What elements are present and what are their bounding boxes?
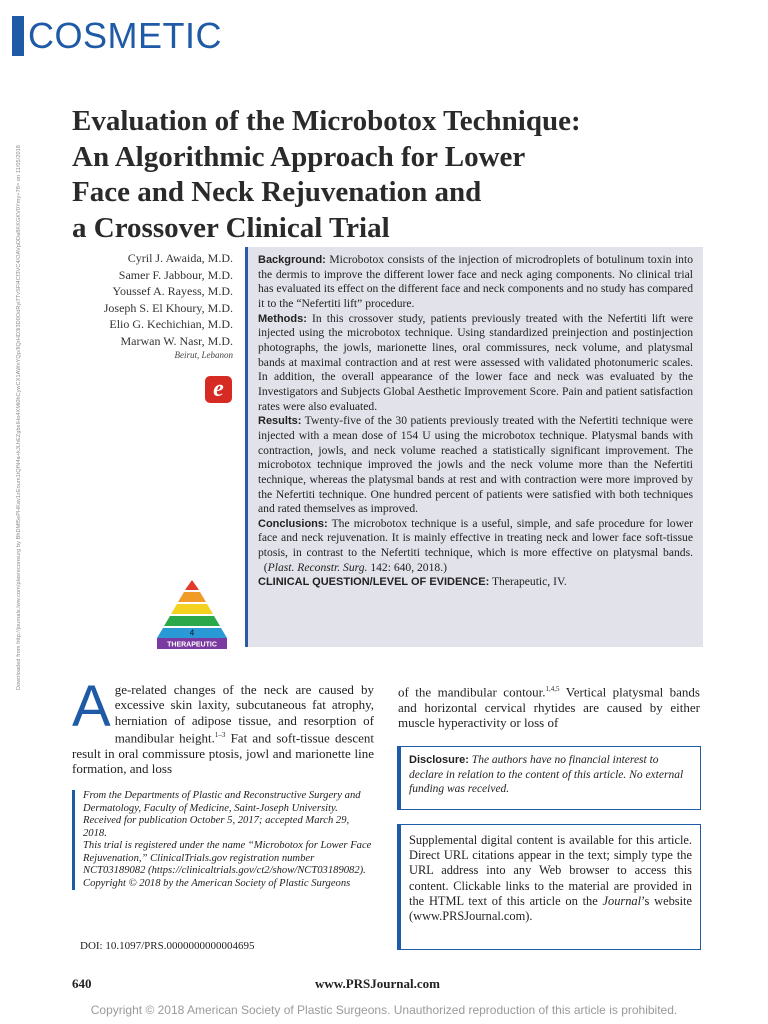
journal-url[interactable]: www.PRSJournal.com <box>315 976 440 991</box>
footnote-trial-registration: This trial is registered under the name “Microbotox for Lower Face Rejuvenation,” ClinicalTrials.gov registration number NCT03189082 (https://clinicaltrials.gov/ct2/show/NCT03189082). <box>83 840 372 876</box>
supplement-text-end: ’s website (www.PRSJournal.com). <box>409 893 692 924</box>
results-text: Twenty-five of the 30 patients previously treated with the Nefertiti technique were injected with a mean dose of 154 U using the microbotox technique. Platysmal bands with contraction, jowls, and neck volume reached a statistically significant improvement. The microbotox technique improved the jowls and the neck volume more than the Nefertiti technique, whereas the platysmal bands at rest and with contraction were more improved by the Nefertiti technique. One hundred percent of patients were satisfied with both techniques and rated themselves as improved. <box>258 414 693 516</box>
abstract-background <box>258 253 693 312</box>
level-text: Therapeutic, IV. <box>491 575 567 589</box>
methods-label: Methods: <box>258 312 307 325</box>
body-text: Fat and soft-tissue descent result in oral commissure ptosis, jowl and marionette line formation, and loss <box>72 730 375 776</box>
disclosure-text: The authors have no financial interest to declare in relation to the content of this article. No external funding was received. <box>409 754 684 795</box>
author: Youssef A. Rayess, M.D. <box>112 284 233 298</box>
disclosure-box <box>397 746 701 810</box>
footnote-received: Received for publication October 5, 2017; accepted March 29, 2018. <box>83 815 350 839</box>
evidence-pyramid-icon <box>153 578 231 650</box>
title-line: An Algorithmic Approach for Lower <box>72 140 526 173</box>
abstract-conclusions <box>258 517 693 576</box>
affiliation-footnote <box>72 790 374 890</box>
methods-text: In this crossover study, patients previously treated with the Nefertiti lift were injected using the microbotox technique. Using standardized preinjection and postinjection photographs, the jowls, marionette lines, oral commissures, neck volume, and platysmal bands at maximal contraction and at rest were assessed with validated photonumeric scales. In addition, the overall appearance of the lower face and neck was evaluated by the Investigators and Subjects Global Aesthetic Improvement Score. Pain and patient satisfaction rates were also evaluated. <box>258 311 693 413</box>
conclusions-label: Conclusions: <box>258 517 328 530</box>
e-icon: e <box>213 376 224 402</box>
results-label: Results: <box>258 415 302 428</box>
background-label: Background: <box>258 254 326 266</box>
abstract-box <box>245 247 703 647</box>
copyright-notice: Copyright © 2018 American Society of Plastic Surgeons. Unauthorized reproduction of this article is prohibited. <box>90 1003 678 1017</box>
evidence-label: THERAPEUTIC <box>167 641 217 649</box>
body-text: Vertical platysmal bands and horizontal cervical rhytides are caused by either muscle hyperactivity or loss of <box>398 684 700 730</box>
abstract-level <box>258 575 693 590</box>
citation-superscript: 1,4,5 <box>545 685 560 693</box>
supplemental-content-box <box>397 824 701 950</box>
article-title <box>72 104 712 246</box>
body-column-left <box>72 674 375 776</box>
affiliation-location: Beirut, Lebanon <box>174 350 233 360</box>
footnote-affiliation: From the Departments of Plastic and Reconstructive Surgery and Dermatology, Faculty of Medicine, Saint-Joseph University. <box>83 790 361 814</box>
supplement-journal: Journal <box>602 893 642 908</box>
abstract-results <box>258 414 693 517</box>
page-number: 640 <box>72 976 92 991</box>
abstract-methods <box>258 312 693 415</box>
title-line: Evaluation of the Microbotox Technique: <box>72 105 581 137</box>
section-label: COSMETIC <box>28 15 223 56</box>
doi[interactable]: DOI: 10.1097/PRS.0000000000004695 <box>80 940 255 952</box>
citation-rest: 142: 640, 2018.) <box>370 560 447 574</box>
supplement-text: Supplemental digital content is available for this article. Direct URL citations appear in the text; simply type the URL address into any Web browser to access this content. Clickable links to the material are provided in the HTML text of this article on the <box>409 833 692 908</box>
title-line: a Crossover Clinical Trial <box>72 211 390 244</box>
citation-superscript: 1–3 <box>214 730 226 739</box>
body-text: of the mandibular contour. <box>398 684 546 700</box>
level-label: CLINICAL QUESTION/LEVEL OF EVIDENCE: <box>258 576 490 589</box>
evidence-level-number: 4 <box>189 628 195 638</box>
author: Marwan W. Nasr, M.D. <box>120 333 233 348</box>
author: Elio G. Kechichian, M.D. <box>109 317 233 331</box>
section-header <box>12 16 222 56</box>
author-list <box>104 250 233 349</box>
citation-journal: Plast. Reconstr. Surg. <box>267 560 368 574</box>
body-text: ge-related changes of the neck are caused by excessive skin laxity, subcutaneous fat atrophy, herniation of adipose tissue, and resorption of mandibular height. <box>114 682 374 746</box>
section-bar <box>12 16 24 56</box>
title-line: Face and Neck Rejuvenation and <box>72 176 482 208</box>
author: Joseph S. El Khoury, M.D. <box>103 300 233 315</box>
citation-open: ( <box>263 560 268 574</box>
download-note: Downloaded from http://journals.lww.com/plasreconsurg by BhDMf5ePHKav1zEoum1tQfN4a+kJLhEZgbsIHo4XMi0hCywCX1AWnYQp/IlQrHD3i3D0OdRyi7TvSFl4Cf3VC4/OAVpDDa8KKGKV0Ymy+78= on 11/05/2018 <box>16 145 22 690</box>
body-column-right <box>398 682 700 730</box>
author: Cyril J. Awaida, M.D. <box>127 251 233 265</box>
footnote-copyright: Copyright © 2018 by the American Society of Plastic Surgeons <box>83 877 351 889</box>
background-text: Microbotox consists of the injection of microdroplets of botulinum toxin into the dermis to improve the different lower face and neck aging components. No clinical trial has evaluated its effect on the different face and neck components and no study has compared it to the “Nefertiti lift” procedure. <box>258 253 693 310</box>
conclusions-text: The microbotox technique is a useful, simple, and safe procedure for lower face and neck rejuvenation. It is mainly effective in treating neck and lower face soft-tissue ptosis, in contrast to the Nefertiti technique, which is more effective on platysmal bands. <box>258 516 693 560</box>
electronic-content-badge[interactable] <box>205 376 232 403</box>
author: Samer F. Jabbour, M.D. <box>118 267 233 282</box>
disclosure-label: Disclosure: <box>409 754 469 766</box>
drop-cap: A <box>72 674 111 739</box>
download-side-text <box>16 145 24 698</box>
